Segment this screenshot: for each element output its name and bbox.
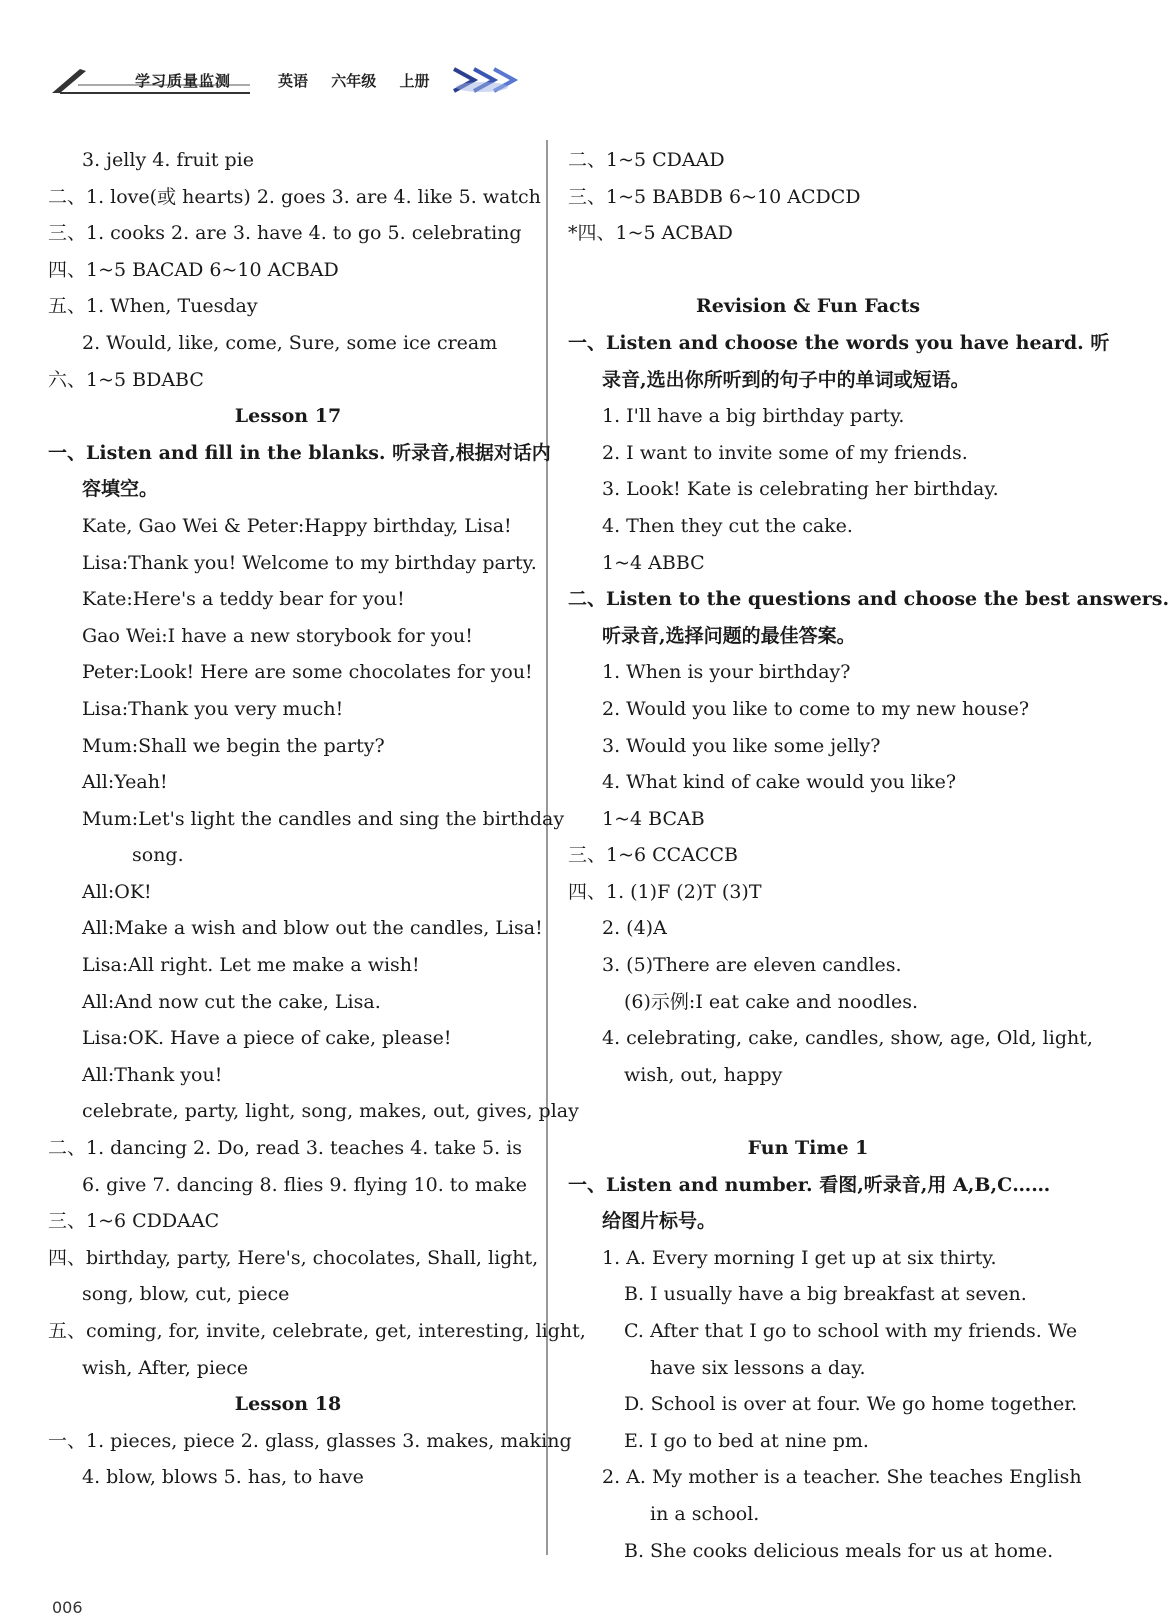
answer-line: *四、1~5 ACBAD	[568, 222, 733, 245]
answer-line: 二、1~5 CDAAD	[568, 149, 725, 171]
answer-line: 三、1~6 CCACCB	[568, 844, 738, 867]
passage-line: B. She cooks delicious meals for us at home.	[624, 1539, 1054, 1562]
answer-line: 五、1. When, Tuesday	[48, 295, 258, 318]
answer-line: 2. (4)A	[602, 917, 667, 940]
dialogue-line: Kate, Gao Wei & Peter:Happy birthday, Lisa!	[82, 514, 512, 537]
answer-line: wish, After, piece	[82, 1356, 249, 1379]
passage-line: B. I usually have a big breakfast at seven.	[624, 1283, 1027, 1306]
answer-line: song, blow, cut, piece	[82, 1283, 290, 1306]
dialogue-line: All:OK!	[82, 880, 152, 903]
answer-line: 一、1. pieces, piece 2. glass, glasses 3. makes, making	[48, 1429, 572, 1452]
passage-line: D. School is over at four. We go home together.	[624, 1393, 1078, 1416]
section-instruction: 听录音,选择问题的最佳答案。	[602, 624, 856, 647]
dialogue-line: Kate:Here's a teddy bear for you!	[82, 588, 405, 611]
question-line: 2. I want to invite some of my friends.	[602, 441, 968, 464]
answer-line: 二、1. love(或 hearts) 2. goes 3. are 4. like 5. watch	[48, 185, 541, 208]
dialogue-line: Gao Wei:I have a new storybook for you!	[82, 624, 473, 647]
dialogue-line: Lisa:OK. Have a piece of cake, please!	[82, 1027, 452, 1050]
answer-line: 3. jelly 4. fruit pie	[82, 149, 254, 171]
spacer	[568, 252, 1048, 289]
dialogue-line: All:Thank you!	[82, 1063, 223, 1086]
answer-line: 三、1. cooks 2. are 3. have 4. to go 5. celebrating	[48, 222, 522, 245]
passage-line: in a school.	[650, 1502, 760, 1525]
answer-line: 五、coming, for, invite, celebrate, get, interesting, light,	[48, 1320, 586, 1342]
dialogue-line: song.	[132, 844, 184, 867]
answer-line: 4. blow, blows 5. has, to have	[82, 1466, 364, 1489]
answer-line: 2. Would, like, come, Sure, some ice cream	[82, 331, 498, 354]
section-instruction: 一、Listen and choose the words you have heard. 听	[568, 331, 1110, 354]
dialogue-line: Mum:Shall we begin the party?	[82, 734, 385, 757]
answer-line: (6)示例:I eat cake and noodles.	[624, 990, 919, 1013]
dialogue-line: Mum:Let's light the candles and sing the birthday	[82, 807, 565, 830]
page-number: 006	[52, 1598, 83, 1617]
answer-line: 1~4 ABBC	[602, 551, 705, 574]
dialogue-line: All:Make a wish and blow out the candles, Lisa!	[82, 917, 543, 940]
passage-line: 2. A. My mother is a teacher. She teaches English	[602, 1466, 1082, 1489]
section-instruction: 录音,选出你所听到的句子中的单词或短语。	[602, 368, 970, 391]
section-instruction: 容填空。	[82, 478, 159, 501]
spacer	[568, 1093, 1048, 1130]
dialogue-line: Lisa:Thank you very much!	[82, 697, 344, 720]
lesson-17-heading: Lesson 17	[234, 405, 342, 428]
chevrons-icon	[452, 65, 532, 95]
passage-line: C. After that I go to school with my friends. We	[624, 1320, 1078, 1342]
section-instruction: 一、Listen and fill in the blanks. 听录音,根据对话内	[48, 441, 551, 464]
dialogue-line: Lisa:All right. Let me make a wish!	[82, 954, 420, 977]
question-line: 1. When is your birthday?	[602, 661, 851, 684]
revision-heading: Revision & Fun Facts	[695, 295, 921, 318]
answer-line: 4. celebrating, cake, candles, show, age, Old, light,	[602, 1027, 1093, 1050]
answer-line: 二、1. dancing 2. Do, read 3. teaches 4. take 5. is	[48, 1137, 523, 1160]
grade: 六年级	[331, 72, 377, 90]
dialogue-line: All:And now cut the cake, Lisa.	[82, 990, 381, 1013]
question-line: 3. Look! Kate is celebrating her birthday.	[602, 478, 999, 501]
answer-line: 1~4 BCAB	[602, 807, 705, 830]
section-instruction: 一、Listen and number. 看图,听录音,用 A,B,C……	[568, 1173, 1051, 1196]
question-line: 4. Then they cut the cake.	[602, 514, 853, 537]
question-line: 2. Would you like to come to my new house?	[602, 697, 1030, 720]
right-column	[568, 142, 1169, 1569]
left-column	[48, 142, 586, 1496]
section-instruction: 给图片标号。	[602, 1210, 717, 1233]
passage-line: have six lessons a day.	[650, 1356, 866, 1379]
answer-line: 三、1~5 BABDB 6~10 ACDCD	[568, 185, 861, 208]
answer-line: 六、1~5 BDABC	[48, 368, 204, 391]
passage-line: 1. A. Every morning I get up at six thirty.	[602, 1246, 997, 1269]
volume: 上册	[399, 72, 430, 90]
answer-line: 6. give 7. dancing 8. flies 9. flying 10. to make	[82, 1173, 527, 1196]
question-line: 1. I'll have a big birthday party.	[602, 405, 905, 428]
question-line: 4. What kind of cake would you like?	[602, 771, 957, 794]
dialogue-line: Peter:Look! Here are some chocolates for you!	[82, 661, 533, 684]
fun-time-heading: Fun Time 1	[747, 1137, 869, 1160]
answer-line: celebrate, party, light, song, makes, out, gives, play	[82, 1100, 579, 1123]
subject: 英语	[278, 72, 309, 90]
dialogue-line: All:Yeah!	[82, 771, 168, 794]
answer-line: 三、1~6 CDDAAC	[48, 1210, 220, 1233]
lesson-18-heading: Lesson 18	[234, 1393, 342, 1416]
column-divider	[546, 140, 548, 1555]
answer-line: 四、birthday, party, Here's, chocolates, Shall, light,	[48, 1246, 539, 1269]
dialogue-line: Lisa:Thank you! Welcome to my birthday party.	[82, 551, 537, 574]
answer-line: wish, out, happy	[624, 1063, 783, 1086]
passage-line: E. I go to bed at nine pm.	[624, 1429, 869, 1452]
answer-line: 四、1. (1)F (2)T (3)T	[568, 880, 762, 903]
book-subtitle	[278, 70, 448, 91]
section-instruction: 二、Listen to the questions and choose the best answers.	[568, 588, 1169, 611]
question-line: 3. Would you like some jelly?	[602, 734, 881, 757]
page-header	[50, 62, 490, 102]
answer-line: 四、1~5 BACAD 6~10 ACBAD	[48, 258, 339, 281]
answer-line: 3. (5)There are eleven candles.	[602, 954, 902, 977]
book-title: 学习质量监测	[135, 72, 232, 90]
